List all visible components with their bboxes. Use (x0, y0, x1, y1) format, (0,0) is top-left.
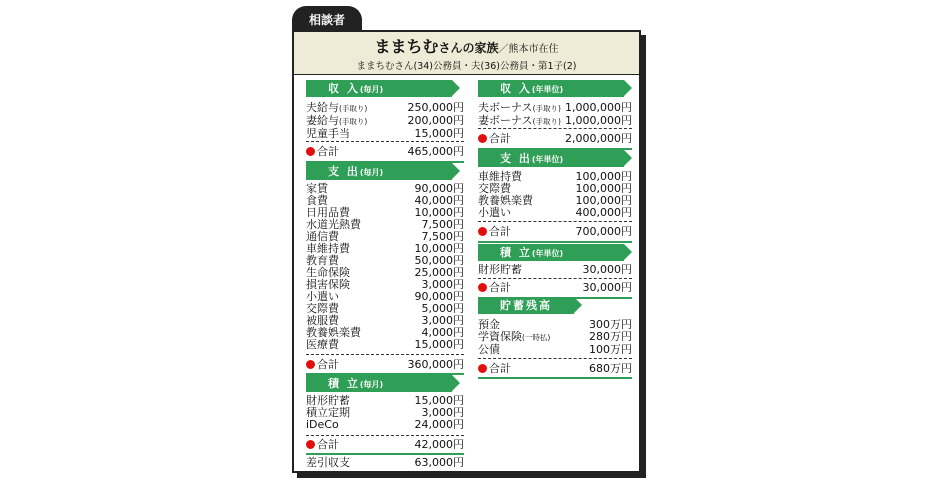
list-item: 小遣い 400,000円 (478, 206, 632, 219)
list-item: 通信費 7,500円 (306, 230, 464, 243)
monthly-savings-total: 合計 42,000円 (306, 439, 464, 451)
family-members: ままちむさん(34)公務員・夫(36)公務員・第1子(2) (356, 61, 577, 72)
list-item: 預金 300万円 (478, 318, 632, 331)
list-item: 積立定期 3,000円 (306, 406, 464, 419)
savings-balance-list (478, 319, 632, 356)
annual-expense-total: 合計 700,000円 (478, 226, 632, 238)
card-header (294, 32, 639, 75)
annual-expense-badge: 支 出(年単位) (478, 150, 624, 167)
list-item: 児童手当 15,000円 (306, 127, 464, 140)
annual-savings-badge: 積 立(年単位) (478, 244, 624, 261)
red-dot-icon (306, 147, 315, 156)
list-item: 公債 100万円 (478, 343, 632, 356)
household-budget-card (292, 30, 641, 473)
savings-balance-badge: 貯蓄残高 (478, 297, 574, 314)
list-item: 車維持費 10,000円 (306, 242, 464, 255)
divider (306, 453, 464, 455)
red-dot-icon (478, 134, 487, 143)
divider (478, 221, 632, 222)
divider (478, 128, 632, 129)
list-item: 損害保険 3,000円 (306, 278, 464, 291)
red-dot-icon (478, 227, 487, 236)
annual-income-list (478, 102, 632, 128)
family-name: ままちむ (374, 37, 439, 56)
divider (478, 278, 632, 279)
divider (306, 354, 464, 355)
monthly-expense-total: 合計 360,000円 (306, 359, 464, 371)
list-item: 日用品費 10,000円 (306, 206, 464, 219)
list-item: 妻給与(手取り) 200,000円 (306, 114, 464, 127)
divider (478, 358, 632, 359)
monthly-expense-badge: 支 出(毎月) (306, 163, 452, 180)
annual-savings-total: 合計 30,000円 (478, 282, 632, 294)
list-item: 夫給与(手取り) 250,000円 (306, 101, 464, 114)
list-item: 学資保険(一時払) 280万円 (478, 330, 632, 343)
list-item: 生命保険 25,000円 (306, 266, 464, 279)
list-item: 家賃 90,000円 (306, 182, 464, 195)
list-item: 水道光熱費 7,500円 (306, 218, 464, 231)
divider (306, 435, 464, 436)
family-title (294, 34, 639, 57)
divider (306, 141, 464, 142)
list-item: 食費 40,000円 (306, 194, 464, 207)
list-item: 教養娯楽費 100,000円 (478, 194, 632, 207)
list-item: 教養娯楽費 4,000円 (306, 326, 464, 339)
annual-income-badge: 収 入(年単位) (478, 80, 624, 97)
divider (478, 241, 632, 243)
list-item: 車維持費 100,000円 (478, 170, 632, 183)
list-item: 財形貯蓄 15,000円 (306, 394, 464, 407)
list-item: 被服費 3,000円 (306, 314, 464, 327)
family-location: ／熊本市在住 (498, 44, 559, 55)
list-item: 夫ボーナス(手取り) 1,000,000円 (478, 101, 632, 114)
list-item: 交際費 100,000円 (478, 182, 632, 195)
red-dot-icon (306, 360, 315, 369)
list-item: 医療費 15,000円 (306, 338, 464, 351)
monthly-income-total: 合計 465,000円 (306, 146, 464, 158)
red-dot-icon (478, 364, 487, 373)
family-name-suffix: さんの家族 (438, 41, 499, 55)
list-item: 財形貯蓄 30,000円 (478, 263, 632, 276)
annual-expense-list (478, 171, 632, 219)
consultant-tag: 相談者 (292, 6, 362, 34)
savings-balance-total: 合計 680万円 (478, 363, 632, 375)
divider (478, 377, 632, 379)
monthly-income-list (306, 102, 464, 140)
list-item: 教育費 50,000円 (306, 254, 464, 267)
list-item: 妻ボーナス(手取り) 1,000,000円 (478, 114, 632, 127)
red-dot-icon (306, 440, 315, 449)
list-item: iDeCo 24,000円 (306, 418, 464, 431)
monthly-expense-list (306, 183, 464, 351)
monthly-savings-badge: 積 立(毎月) (306, 375, 452, 392)
annual-savings-list (478, 264, 632, 276)
net-balance: 差引収支 63,000円 (306, 456, 464, 469)
list-item: 交際費 5,000円 (306, 302, 464, 315)
red-dot-icon (478, 283, 487, 292)
monthly-savings-list (306, 395, 464, 431)
monthly-income-badge: 収 入(毎月) (306, 80, 452, 97)
annual-income-total: 合計 2,000,000円 (478, 133, 632, 145)
list-item: 小遣い 90,000円 (306, 290, 464, 303)
